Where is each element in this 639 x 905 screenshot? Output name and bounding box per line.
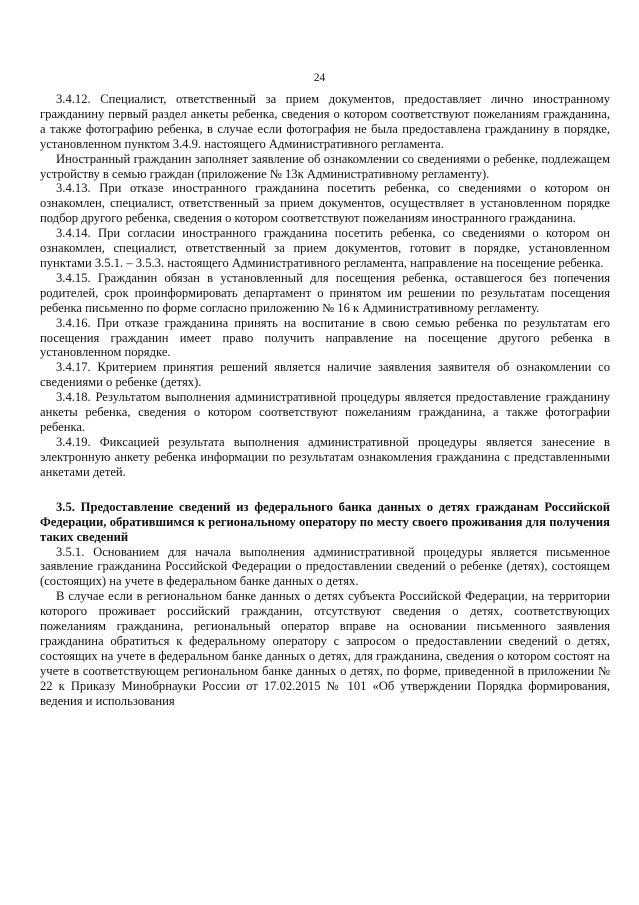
paragraph-3-4-13: 3.4.13. При отказе иностранного гражданина посетить ребенка, со сведениями о котором он ознакомлен, специалист, ответственный за прием документов, осуществляет в установленном порядке подбор другого ребенка, сведения о котором соответствуют пожеланиям иностранного гражданина.	[40, 181, 610, 226]
paragraph-foreign-citizen-application: Иностранный гражданин заполняет заявление об ознакомлении со сведениями о ребенке, подлежащем устройству в семью граждан (приложение № 13к Административному регламенту).	[40, 151, 610, 181]
paragraph-3-4-14: 3.4.14. При согласии иностранного гражданина посетить ребенка, со сведениями о котором он ознакомлен, специалист, ответственный за прием документов, готовит в порядке, установленном пунктами 3.5.1. – 3.5.3. настоящего Административного регламента, направление на посещение ребенка.	[40, 226, 610, 270]
paragraph-3-5-1: 3.5.1. Основанием для начала выполнения административной процедуры является письменное заявление гражданина Российской Федерации о предоставлении сведений о ребенке (детях), состоящем (состоящих) на учете в федеральном банке данных о детях.	[40, 544, 610, 589]
paragraph-3-4-16: 3.4.16. При отказе гражданина принять на воспитание в свою семью ребенка по результатам его посещения гражданин имеет право получить направление на посещение другого ребенка в установленном порядке.	[40, 315, 610, 360]
paragraph-3-4-15: 3.4.15. Гражданин обязан в установленный для посещения ребенка, оставшегося без попечения родителей, срок проинформировать департамент о принятом им решении по результатам посещения ребенка письменно по форме согласно приложению № 16 к Административному регламенту.	[40, 270, 610, 315]
page-number: 24	[313, 72, 326, 84]
paragraph-3-4-19: 3.4.19. Фиксацией результата выполнения административной процедуры является занесение в электронную анкету ребенка информации по результатам ознакомления гражданина с представленными анкетами детей.	[40, 434, 610, 479]
paragraph-3-4-17: 3.4.17. Критерием принятия решений является наличие заявления заявителя об ознакомлении со сведениями о ребенке (детях).	[40, 360, 610, 390]
paragraph-3-4-12: 3.4.12. Специалист, ответственный за прием документов, предоставляет лично иностранному гражданину первый раздел анкеты ребенка, сведения о котором соответствуют пожеланиям гражданина, а также фотографию ребенка, в случае если фотография не была предоставлена гражданину в порядке, установленном пунктом 3.4.9. настоящего Административного регламента.	[40, 92, 610, 151]
paragraph-regional-bank-request: В случае если в региональном банке данных о детях субъекта Российской Федерации, на территории которого проживает российский гражданин, отсутствуют сведения о детях, соответствующих пожеланиям гражданина, региональный оператор вправе на основании письменного заявления гражданина обратиться к федеральному оператору с запросом о предоставлении сведений о детях, состоящих на учете в федеральном банке данных о детях, для гражданина, сведения о котором состоят на учете в соответствующем региональном банке данных о детях, по форме, приведенной в приложении № 22 к Приказу Минобрнауки России от 17.02.2015 № 101 «Об утверждении Порядка формирования, ведения и использования	[40, 589, 610, 708]
document-body	[40, 92, 610, 709]
paragraph-3-4-18: 3.4.18. Результатом выполнения административной процедуры является предоставление гражданину анкеты ребенка, сведения о котором соответствуют пожеланиям гражданина, а также фотографии ребенка.	[40, 390, 610, 434]
section-heading-3-5: 3.5. Предоставление сведений из федерального банка данных о детях гражданам Российской Федерации, обратившимся к региональному оператору по месту своего проживания для получения таких сведений	[40, 499, 610, 544]
